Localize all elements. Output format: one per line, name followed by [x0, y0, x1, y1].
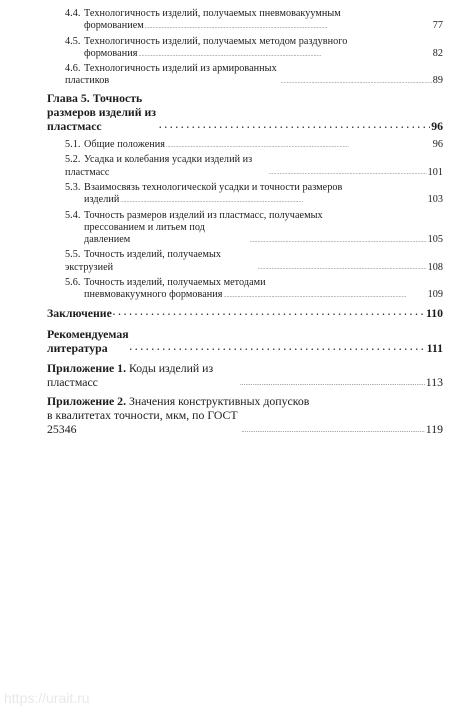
appendix-label: Приложение 2. — [47, 394, 127, 409]
dot-leader — [113, 308, 425, 317]
dot-leader — [120, 199, 426, 205]
page-number: 113 — [425, 374, 443, 389]
dot-leader — [145, 25, 432, 31]
page-number: 111 — [426, 340, 443, 355]
section-title: Усадка и колебания усадки изделий из пластмасс — [65, 154, 253, 178]
section-number: 5.2. — [65, 154, 81, 166]
section-title-line1: Взаимосвязь технологической усадки и точности размеров — [84, 181, 343, 193]
section-number: 4.5. — [65, 35, 81, 47]
toc-entry-5-4[interactable] — [65, 210, 443, 247]
table-of-contents — [47, 8, 443, 442]
page-number: 89 — [432, 75, 443, 87]
section-number: 5.5. — [65, 249, 81, 261]
section-title-line1: Технологичность изделий, получаемых методом раздувного — [84, 35, 348, 47]
page-number: 82 — [432, 47, 443, 59]
page-number: 109 — [427, 289, 443, 301]
section-title-line1: Точность изделий, получаемых методами — [84, 276, 266, 288]
page-number: 77 — [432, 20, 443, 32]
section-title-line2: изделий — [84, 194, 120, 206]
dot-leader — [250, 239, 427, 245]
watermark-url: https://urait.ru — [4, 690, 90, 706]
section-title: Общие положения — [84, 138, 166, 150]
page-number: 96 — [432, 138, 443, 150]
toc-entry-5-3[interactable] — [65, 182, 443, 206]
toc-entry-4-6[interactable] — [65, 63, 443, 87]
section-title-line1: Технологичность изделий, получаемых пневмовакуумным — [84, 8, 341, 19]
page-number: 96 — [431, 118, 443, 133]
appendix-title-line1: Значения конструктивных допусков — [126, 394, 310, 409]
toc-entry-appendix-1[interactable] — [47, 361, 443, 389]
page-number: 101 — [427, 166, 443, 178]
dot-leader — [159, 121, 430, 130]
page-number: 119 — [425, 422, 443, 437]
section-title: Технологичность изделий из армированных пластиков — [65, 63, 277, 87]
section-number: 4.6. — [65, 63, 81, 75]
appendix-title-line2: в квалитетах точности, мкм, по ГОСТ 25346 — [47, 408, 238, 437]
page-number: 105 — [427, 233, 443, 245]
dot-leader — [258, 266, 427, 272]
literature-title: Рекомендуемая литература — [47, 326, 129, 355]
toc-entry-conclusion[interactable] — [47, 306, 443, 320]
dot-leader — [241, 428, 424, 434]
page-number: 103 — [427, 194, 443, 206]
toc-entry-5-2[interactable] — [65, 154, 443, 178]
conclusion-title: Заключение — [47, 306, 112, 321]
dot-leader — [166, 144, 432, 150]
dot-leader — [240, 381, 425, 387]
section-title-line2: пневмовакуумного формования — [84, 289, 223, 301]
toc-entry-literature[interactable] — [47, 327, 443, 355]
dot-leader — [224, 294, 427, 300]
dot-leader — [138, 53, 431, 59]
toc-entry-5-1[interactable] — [65, 139, 443, 151]
section-title-line2: формованием — [84, 20, 144, 32]
section-title: Точность изделий, получаемых экструзией — [65, 249, 221, 273]
toc-entry-appendix-2[interactable] — [47, 394, 443, 436]
toc-entry-5-6[interactable] — [65, 277, 443, 301]
chapter-title: Глава 5. Точность размеров изделий из пластмасс — [47, 90, 157, 133]
appendix-label: Приложение 1. — [47, 360, 127, 375]
section-title-line2: формования — [84, 47, 138, 59]
toc-entry-4-5[interactable] — [65, 36, 443, 60]
page-number: 108 — [427, 261, 443, 273]
dot-leader — [269, 171, 427, 177]
dot-leader — [281, 80, 432, 86]
toc-entry-chapter-5[interactable] — [47, 91, 443, 133]
section-title-line1: Точность размеров изделий из пластмасс, получаемых — [84, 209, 323, 221]
section-number: 5.1. — [65, 138, 81, 150]
page-number: 110 — [425, 306, 443, 321]
section-title-line2: прессованием и литьем под давлением — [84, 221, 205, 245]
dot-leader — [130, 343, 426, 352]
section-number: 5.6. — [65, 276, 81, 288]
section-number: 4.4. — [65, 8, 81, 19]
toc-entry-4-4[interactable] — [65, 8, 443, 32]
appendix-title: Коды изделий из пластмасс — [47, 360, 214, 389]
toc-entry-5-5[interactable] — [65, 249, 443, 273]
section-number: 5.3. — [65, 181, 81, 193]
section-number: 5.4. — [65, 209, 81, 221]
